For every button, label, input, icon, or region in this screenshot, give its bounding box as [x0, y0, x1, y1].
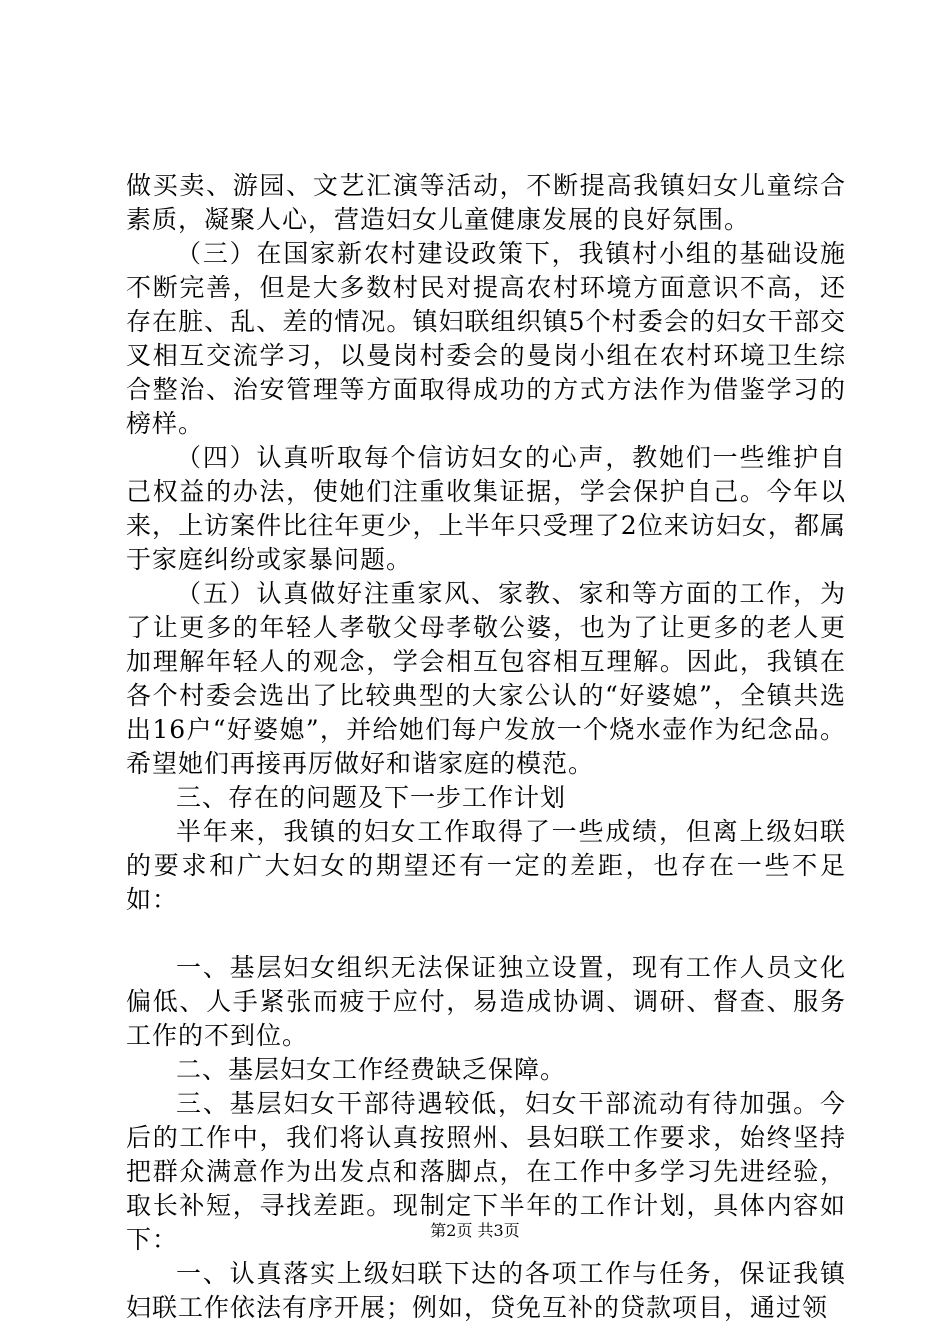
paragraph-gap [126, 917, 846, 951]
paragraph-problem-3: 三、基层妇女干部待遇较低，妇女干部流动有待加强。今后的工作中，我们将认真按照州、县妇联工作要求，始终坚持把群众满意作为出发点和落脚点，在工作中多学习先进经验，取长补短，寻找差距。现制定下半年的工作计划，具体内容如下： [126, 1089, 846, 1254]
section-heading: 三、存在的问题及下一步工作计划 [176, 783, 567, 812]
paragraph-summary: 半年来，我镇的妇女工作取得了一些成绩，但离上级妇联的要求和广大妇女的期望还有一定的差距，也存在一些不足如： [126, 817, 846, 914]
paragraph-item-4: （四）认真听取每个信访妇女的心声，教她们一些维护自己权益的办法，使她们注重收集证据，学会保护自己。今年以来，上访案件比往年更少，上半年只受理了2位来访妇女，都属于家庭纠纷或家暴问题。 [126, 443, 846, 574]
paragraph-plan-1: 一、认真落实上级妇联下达的各项工作与任务，保证我镇妇联工作依法有序开展；例如，贷免互补的贷款项目，通过领 [126, 1259, 846, 1322]
paragraph-problem-2: 二、基层妇女工作经费缺乏保障。 [176, 1055, 567, 1084]
paragraph-problem-1: 一、基层妇女组织无法保证独立设置，现有工作人员文化偏低、人手紧张而疲于应付，易造成协调、调研、督查、服务工作的不到位。 [126, 953, 846, 1050]
page-footer: 第2页 共3页 [430, 1221, 520, 1240]
paragraph-item-3: （三）在国家新农村建设政策下，我镇村小组的基础设施不断完善，但是大多数村民对提高农村环境方面意识不高，还存在脏、乱、差的情况。镇妇联组织镇5个村委会的妇女干部交叉相互交流学习，以曼岗村委会的曼岗小组在农村环境卫生综合整治、治安管理等方面取得成功的方式方法作为借鉴学习的榜样。 [126, 239, 846, 438]
document-body [126, 169, 846, 1325]
paragraph-continuation: 做买卖、游园、文艺汇演等活动，不断提高我镇妇女儿童综合素质，凝聚人心，营造妇女儿童健康发展的良好氛围。 [126, 171, 846, 234]
paragraph-item-5: （五）认真做好注重家风、家教、家和等方面的工作，为了让更多的年轻人孝敬父母孝敬公婆，也为了让更多的老人更加理解年轻人的观念，学会相互包容相互理解。因此，我镇在各个村委会选出了比较典型的大家公认的“好婆媳”，全镇共选出16户“好婆媳”，并给她们每户发放一个烧水壶作为纪念品。希望她们再接再厉做好和谐家庭的模范。 [126, 579, 846, 778]
